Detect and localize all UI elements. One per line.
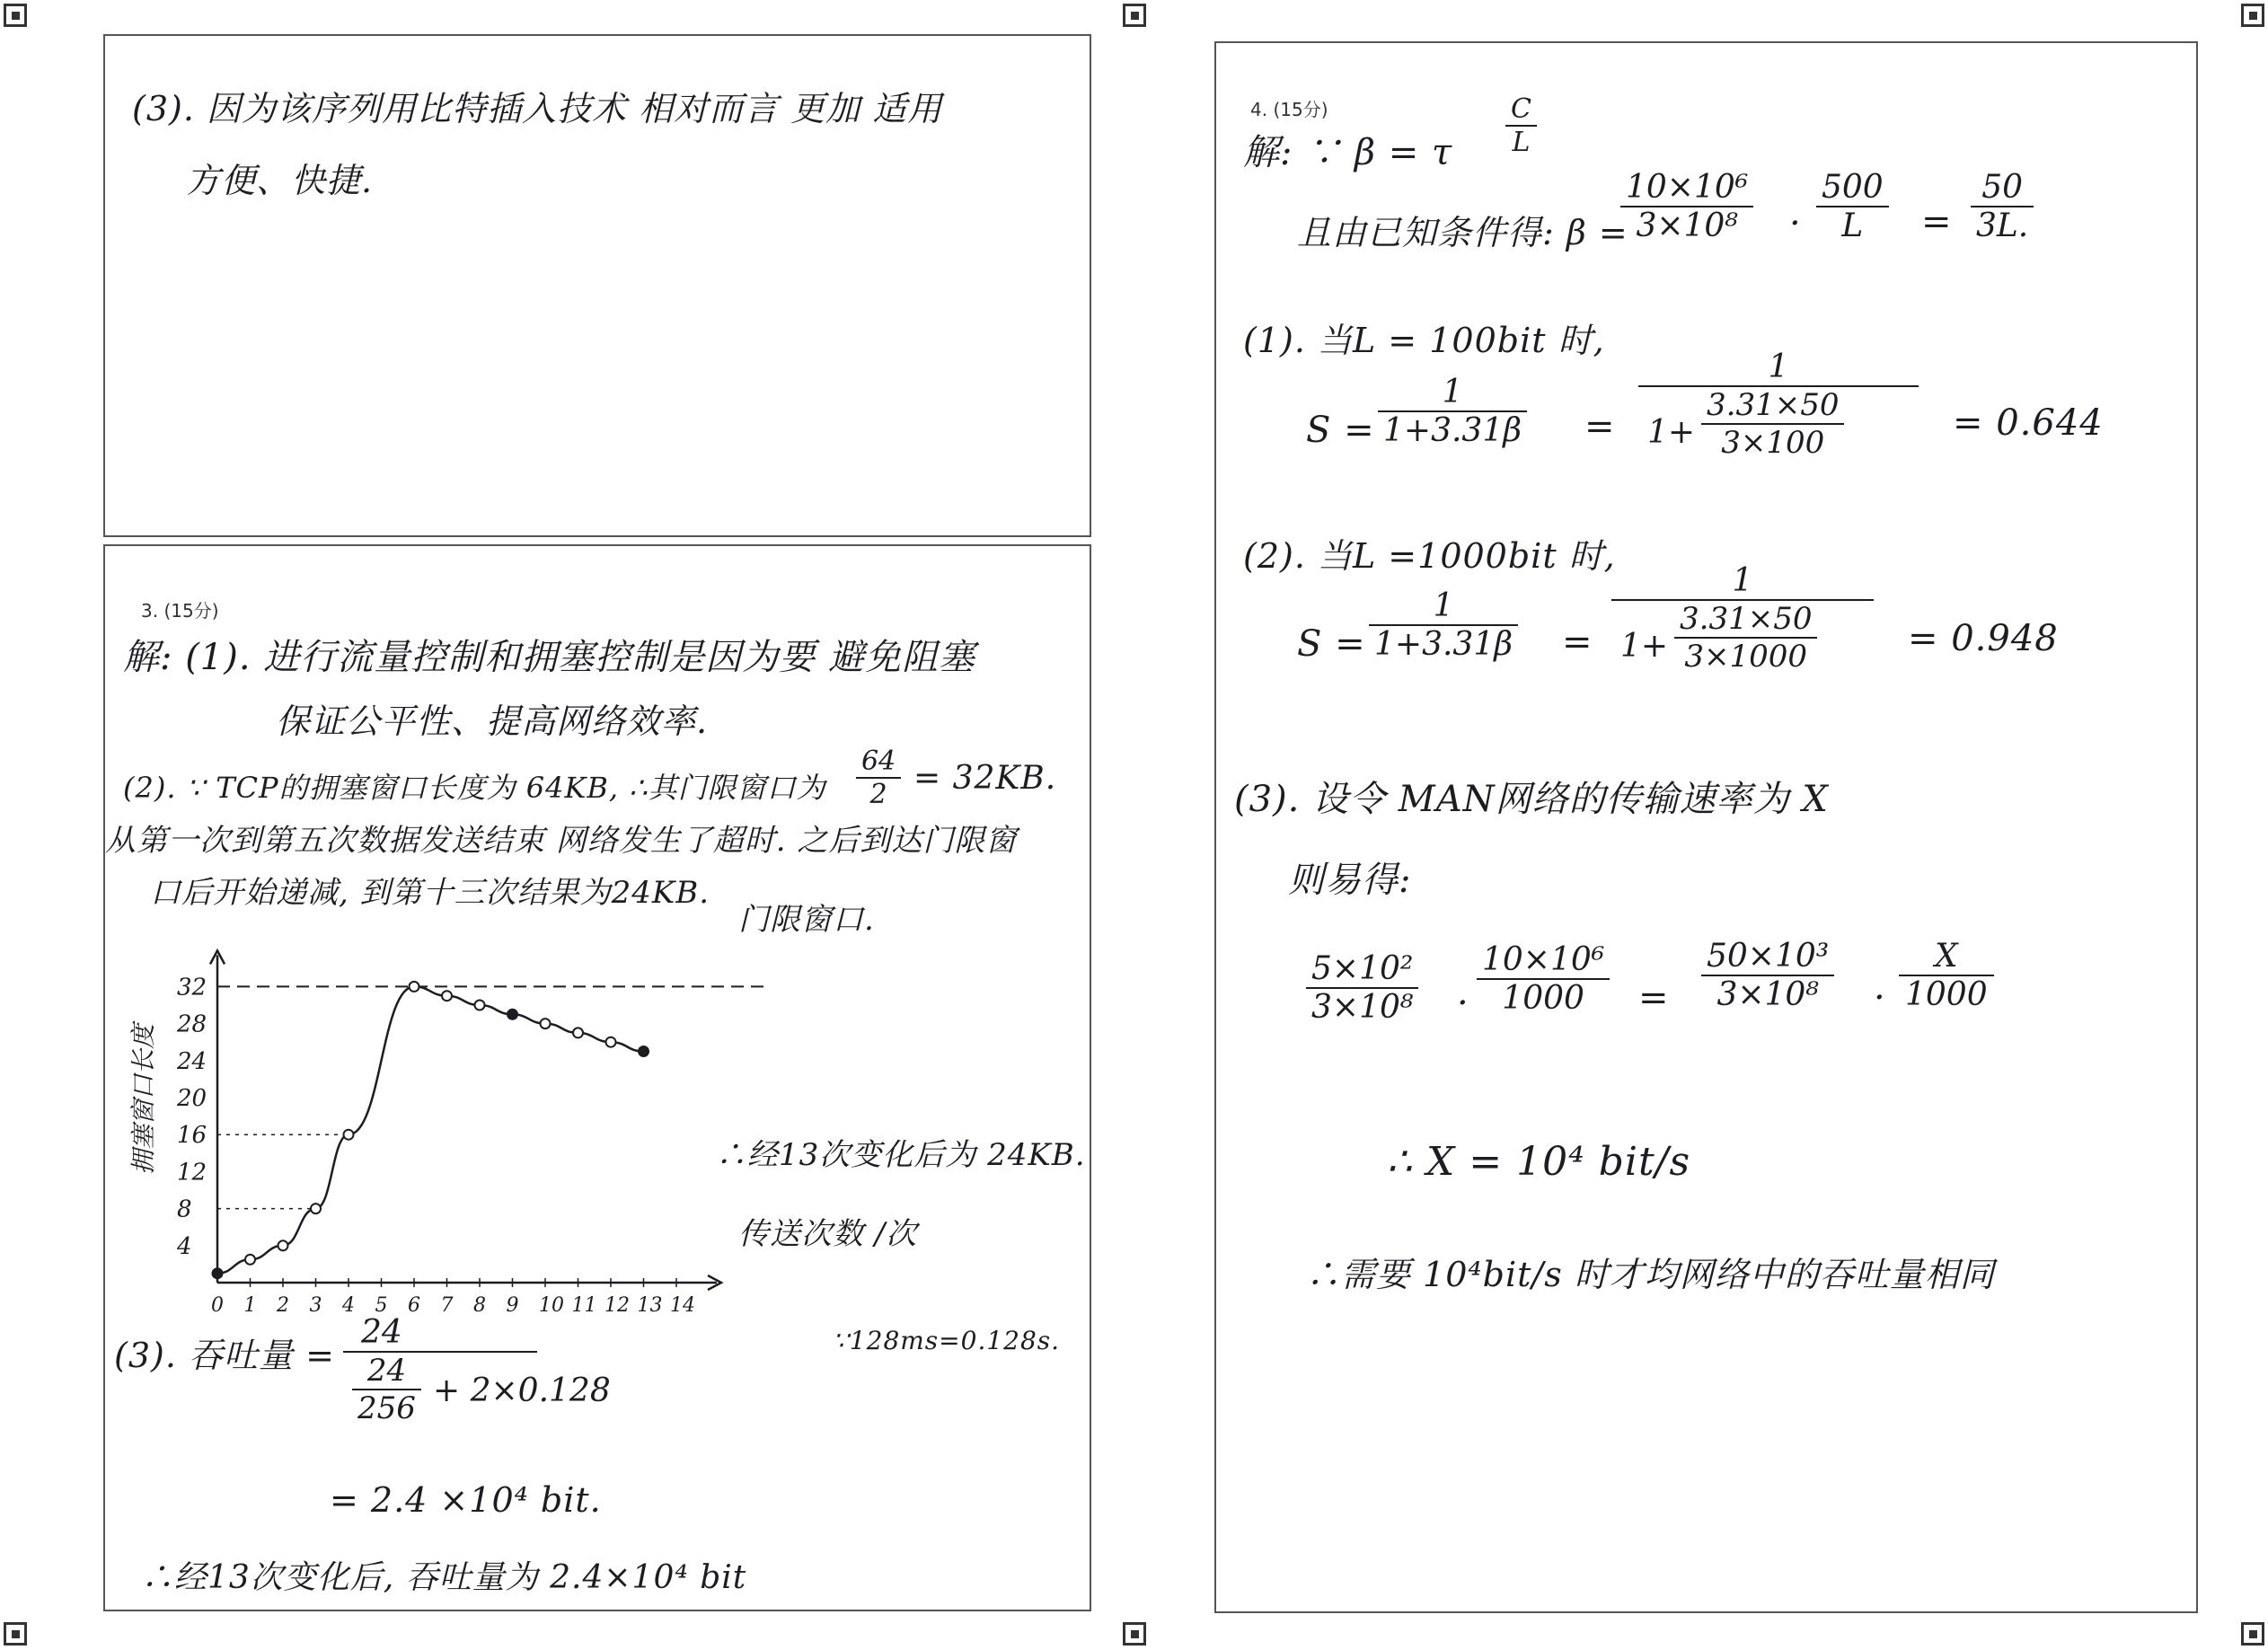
data-point (213, 1268, 223, 1278)
answer-line: 则易得: (1288, 860, 1412, 901)
x-tick-label: 3 (309, 1294, 322, 1317)
y-tick-label: 20 (177, 1085, 207, 1112)
answer-line: 解: ∵ β = τ (1243, 132, 1453, 173)
y-tick-label: 12 (177, 1159, 207, 1187)
threshold-label: 门限窗口. (738, 902, 875, 938)
answer-line: 且由已知条件得: β = (1297, 213, 1628, 252)
x-tick-label: 8 (473, 1294, 486, 1317)
fraction: $\frac{1}{1+3.31\beta}$ (1369, 587, 1518, 663)
registration-mark-bottom-right (2241, 1622, 2264, 1646)
throughput-result: = 2.4 ×10⁴ bit. (330, 1480, 602, 1520)
y-tick-label: 8 (177, 1196, 192, 1223)
operator: · (1874, 977, 1886, 1019)
fraction: $\frac{500}{L}$ (1816, 169, 1889, 244)
answer-line: 保证公平性、提高网络效率. (276, 701, 709, 741)
operator: · (1789, 203, 1802, 244)
x-tick-label: 14 (670, 1294, 695, 1317)
data-point (606, 1037, 616, 1047)
x-tick-label: 1 (243, 1294, 257, 1317)
x-tick-label: 6 (408, 1294, 420, 1317)
data-point (278, 1240, 288, 1250)
fraction: $\frac{\text{5×10²}}{\text{3×10⁸}}$ (1306, 950, 1418, 1026)
note-result: ∴经13次变化后为 24KB. (716, 1137, 1086, 1173)
data-point (475, 1001, 485, 1010)
data-point (541, 1019, 551, 1028)
question-label: 4. (15分) (1250, 99, 1328, 120)
fraction: $\frac{C}{L}$ (1505, 93, 1537, 158)
answer-line: (3). 因为该序列用比特插入技术 相对而言 更加 适用 (132, 89, 943, 128)
answer-line: 口后开始递减, 到第十三次结果为24KB. (150, 875, 710, 911)
answer-line: (3). 设令 MAN网络的传输速率为 X (1234, 779, 1829, 820)
registration-mark-bottom-left (4, 1622, 27, 1646)
answer-line: 从第一次到第五次数据发送结束 网络发生了超时. 之后到达门限窗 (105, 823, 1018, 859)
fraction: $\frac{50}{3L.}$ (1971, 169, 2034, 244)
y-axis-label: 拥塞窗口长度 (128, 1023, 158, 1175)
operator: = (1638, 977, 1670, 1019)
x-tick-label: 9 (506, 1294, 519, 1317)
x-tick-label: 7 (440, 1294, 454, 1317)
data-point (442, 991, 452, 1001)
fraction: $\frac{\text{10×10⁶}}{\text{3×10⁸}}$ (1620, 169, 1753, 244)
answer-panel-q2-part3 (103, 34, 1091, 537)
data-point (573, 1028, 583, 1037)
y-tick-label: 32 (177, 974, 207, 1001)
answer-line: 解: (1). 进行流量控制和拥塞控制是因为要 避免阻塞 (123, 637, 975, 678)
x-tick-label: 4 (342, 1294, 355, 1317)
data-point (507, 1010, 517, 1019)
registration-mark-bottom-center (1123, 1622, 1146, 1646)
result: = 0.948 (1908, 618, 2059, 659)
answer-line: (2). 当L =1000bit 时, (1243, 536, 1616, 576)
note-ms: ∵128ms=0.128s. (833, 1326, 1061, 1355)
throughput-fraction: 24 $\frac{24}{256}$ + 2×0.128 (343, 1314, 537, 1443)
operator: · (1457, 983, 1469, 1024)
fraction: $\frac{X}{1000}$ (1899, 938, 1994, 1013)
fraction: 1 1+ $\frac{3.31\times 50}{3\times 100}$ (1638, 349, 1919, 486)
conclusion: ∴需要 10⁴bit/s 时才均网络中的吞吐量相同 (1306, 1255, 1995, 1294)
operator: S = (1297, 623, 1366, 665)
operator: = (1584, 406, 1616, 447)
fraction: $\frac{\text{50×10³}}{\text{3×10⁸}}$ (1701, 938, 1834, 1013)
y-tick-label: 16 (177, 1122, 207, 1150)
x-tick-label: 0 (211, 1294, 224, 1317)
conclusion: ∴经13次变化后, 吞吐量为 2.4×10⁴ bit (141, 1559, 747, 1596)
fraction: $\frac{1}{1+3.31\beta}$ (1378, 374, 1527, 449)
result: ∴ X = 10⁴ bit/s (1387, 1139, 1691, 1185)
answer-line: (2). ∵ TCP的拥塞窗口长度为 64KB, ∴其门限窗口为 (123, 771, 826, 805)
registration-mark-top-center (1123, 4, 1146, 27)
y-tick-label: 4 (177, 1232, 192, 1260)
operator: = (1921, 201, 1953, 243)
x-axis-label: 传送次数 /次 (738, 1216, 918, 1252)
data-point (639, 1046, 649, 1056)
answer-panel-q3 (103, 544, 1091, 1611)
y-tick-label: 24 (177, 1047, 207, 1075)
question-label: 3. (15分) (141, 600, 219, 622)
fraction: 1 1+ $\frac{3.31\times 50}{3\times 1000}$ (1611, 562, 1874, 700)
operator: = (1562, 622, 1593, 663)
data-point (245, 1255, 255, 1265)
registration-mark-top-left (4, 4, 27, 27)
x-tick-label: 11 (571, 1294, 597, 1317)
x-tick-label: 10 (539, 1294, 564, 1317)
answer-panel-q4 (1214, 41, 2198, 1613)
answer-line: = 32KB. (913, 760, 1057, 797)
operator: S = (1306, 410, 1375, 451)
result: = 0.644 (1953, 402, 2104, 444)
fraction: $\frac{64}{2}$ (856, 746, 901, 810)
fraction: $\frac{\text{10×10⁶}}{1000}$ (1477, 941, 1610, 1017)
data-point (311, 1204, 321, 1213)
x-tick-label: 5 (375, 1294, 388, 1317)
data-point (344, 1130, 354, 1140)
y-tick-label: 28 (177, 1010, 207, 1038)
registration-mark-top-right (2241, 4, 2264, 27)
data-point (410, 982, 419, 992)
answer-line: (1). 当L = 100bit 时, (1243, 321, 1605, 360)
answer-line: 方便、快捷. (186, 161, 374, 200)
x-tick-label: 13 (637, 1294, 663, 1317)
throughput-label: (3). 吞吐量 = (114, 1336, 335, 1375)
x-tick-label: 2 (277, 1294, 289, 1317)
x-tick-label: 12 (605, 1294, 630, 1317)
